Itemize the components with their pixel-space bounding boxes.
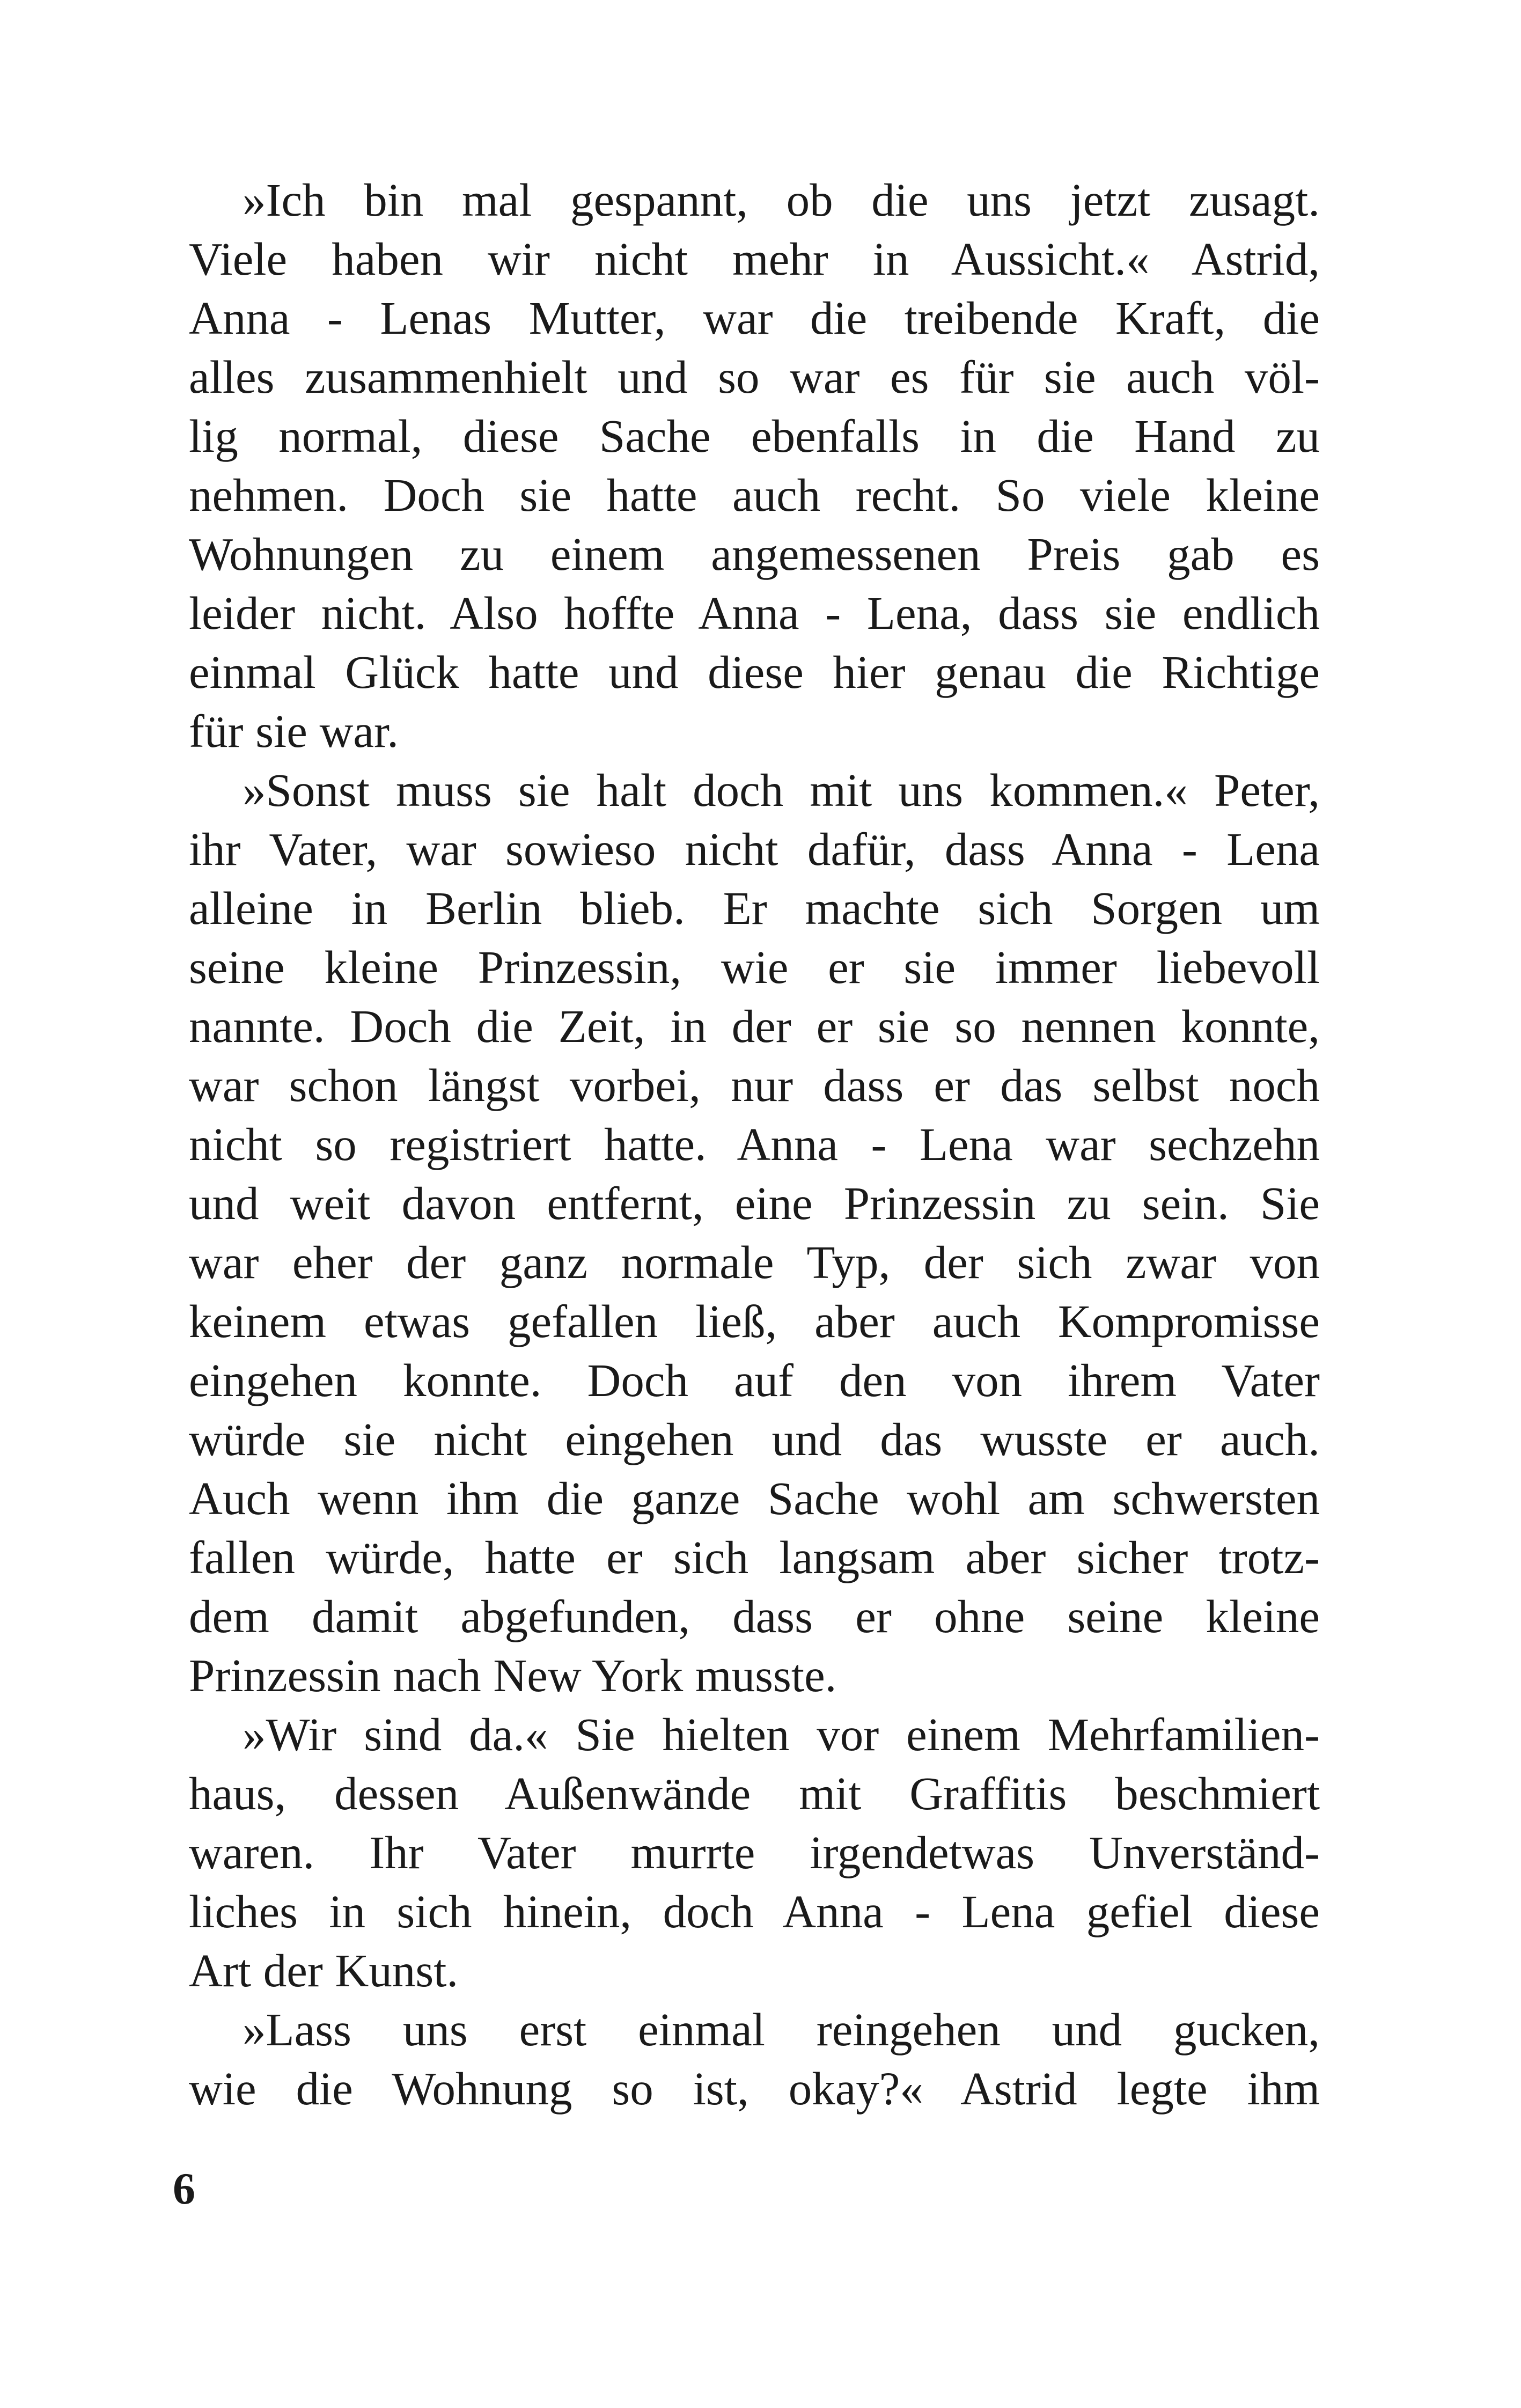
- text-line: Wohnungen zu einem angemessenen Preis gab es: [189, 528, 1320, 580]
- text-line: würde sie nicht eingehen und das wusste er auch.: [189, 1413, 1320, 1465]
- text-line: Auch wenn ihm die ganze Sache wohl am schwersten: [189, 1472, 1320, 1524]
- text-line: »Lass uns erst einmal reingehen und gucken,: [243, 2003, 1320, 2055]
- text-line: war schon längst vorbei, nur dass er das selbst noch: [189, 1059, 1320, 1111]
- text-line: dem damit abgefunden, dass er ohne seine kleine: [189, 1590, 1320, 1642]
- text-line: Anna - Lenas Mutter, war die treibende Kraft, die: [189, 292, 1320, 344]
- text-line: lig normal, diese Sache ebenfalls in die Hand zu: [189, 410, 1320, 462]
- text-line: haus, dessen Außenwände mit Graffitis beschmiert: [189, 1767, 1320, 1819]
- text-line: eingehen konnte. Doch auf den von ihrem Vater: [189, 1354, 1320, 1406]
- text-line: »Sonst muss sie halt doch mit uns kommen.« Peter,: [243, 764, 1320, 816]
- text-line: nicht so registriert hatte. Anna - Lena war sechzehn: [189, 1118, 1320, 1170]
- text-line: leider nicht. Also hoffte Anna - Lena, dass sie endlich: [189, 587, 1320, 639]
- page-number: 6: [173, 2164, 195, 2214]
- text-line: und weit davon entfernt, eine Prinzessin zu sein. Sie: [189, 1177, 1320, 1229]
- text-line: Art der Kunst.: [189, 1944, 459, 1996]
- text-line: einmal Glück hatte und diese hier genau die Richtige: [189, 646, 1320, 698]
- text-line: seine kleine Prinzessin, wie er sie immer liebevoll: [189, 941, 1320, 993]
- text-line: nannte. Doch die Zeit, in der er sie so nennen konnte,: [189, 1000, 1320, 1052]
- text-line: keinem etwas gefallen ließ, aber auch Kompromisse: [189, 1295, 1320, 1347]
- text-line: ihr Vater, war sowieso nicht dafür, dass Anna - Lena: [189, 823, 1320, 875]
- body-text: [189, 171, 1320, 2118]
- text-line: für sie war.: [189, 705, 399, 757]
- text-line: Viele haben wir nicht mehr in Aussicht.« Astrid,: [189, 233, 1320, 285]
- text-line: fallen würde, hatte er sich langsam aber sicher trotz-: [189, 1531, 1320, 1583]
- text-line: Prinzessin nach New York musste.: [189, 1649, 837, 1701]
- text-line: »Wir sind da.« Sie hielten vor einem Mehrfamilien-: [243, 1708, 1320, 1760]
- text-line: liches in sich hinein, doch Anna - Lena gefiel diese: [189, 1885, 1320, 1937]
- text-line: alleine in Berlin blieb. Er machte sich Sorgen um: [189, 882, 1320, 934]
- text-line: war eher der ganz normale Typ, der sich zwar von: [189, 1236, 1320, 1288]
- text-line: nehmen. Doch sie hatte auch recht. So viele kleine: [189, 469, 1320, 521]
- text-line: alles zusammenhielt und so war es für sie auch völ-: [189, 351, 1320, 403]
- text-line: wie die Wohnung so ist, okay?« Astrid legte ihm: [189, 2062, 1320, 2115]
- text-line: waren. Ihr Vater murrte irgendetwas Unverständ-: [189, 1826, 1320, 1878]
- text-line: »Ich bin mal gespannt, ob die uns jetzt zusagt.: [243, 174, 1320, 226]
